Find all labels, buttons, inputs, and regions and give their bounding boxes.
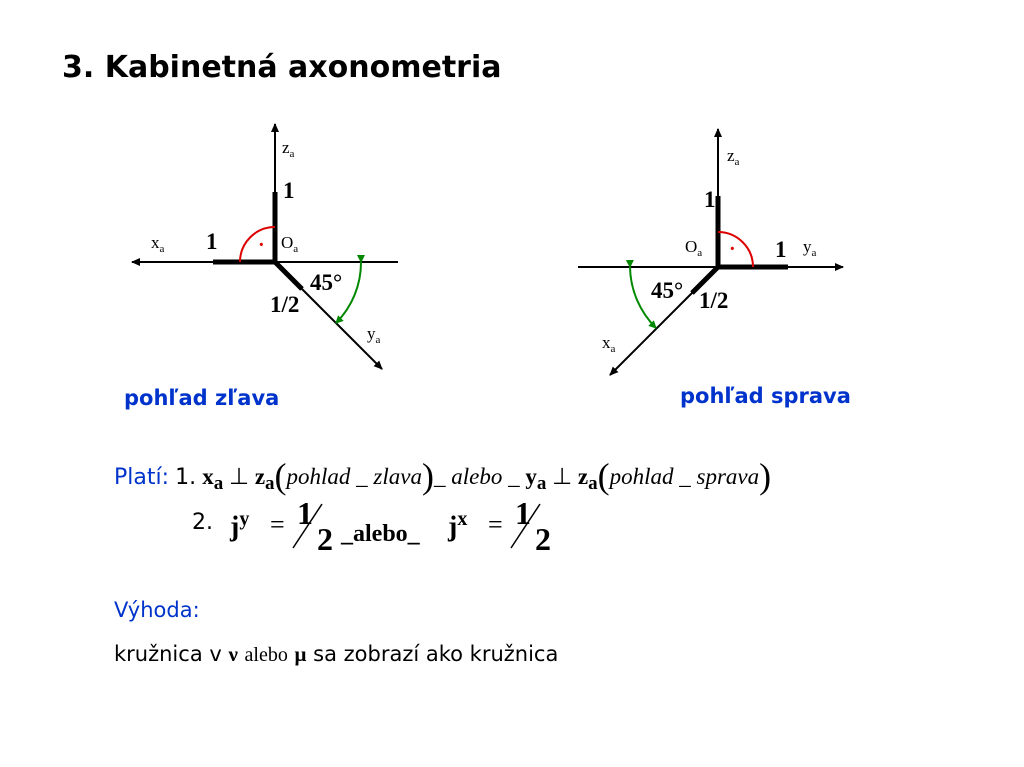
- rules-item1-number: 1.: [175, 465, 197, 490]
- left-x-label: $x_a$: [151, 233, 165, 255]
- advantage-line: kružnica v ν alebo μ sa zobrazí ako kružnica: [114, 642, 559, 666]
- left-y-label: $y_a$: [367, 324, 381, 346]
- rules-line-1: [114, 455, 771, 497]
- rules-item2-j2: $j^x$: [448, 508, 468, 543]
- rules-item2-eq2: =: [488, 510, 503, 539]
- page-title: 3. Kabinetná axonometria: [62, 50, 502, 85]
- rules-item2-mid: _alebo_: [341, 521, 420, 547]
- rules-label: Platí:: [114, 465, 170, 490]
- rules-item2-denominator-2: 2: [535, 521, 551, 557]
- right-caption: pohľad sprava: [680, 384, 851, 408]
- left-z-unit: 1: [283, 178, 295, 203]
- advantage-heading: Výhoda:: [114, 598, 200, 622]
- left-y-unit-segment: [275, 262, 302, 289]
- right-z-unit: 1: [704, 187, 716, 212]
- left-z-label: $z_a$: [282, 138, 295, 160]
- right-y-unit: 1: [775, 237, 787, 262]
- rules-item2-number: 2.: [192, 510, 213, 535]
- rules-item2-j1: $j^y$: [230, 508, 250, 543]
- left-y-unit: 1/2: [270, 292, 300, 317]
- rules-item2-numerator-1: 1: [297, 495, 313, 531]
- rules-item2-denominator-1: 2: [317, 521, 333, 557]
- right-z-label: $z_a$: [727, 146, 740, 168]
- right-origin-label: $O_a$: [685, 237, 703, 259]
- left-origin-label: $O_a$: [281, 233, 299, 255]
- right-y-label: $y_a$: [803, 237, 817, 259]
- right-right-angle-dot: ·: [729, 238, 736, 260]
- rules-item1-formula: $x_a$ ⊥ $z_a(pohlad$ _ zlava)_ alebo _ $y_a$ ⊥ $z_a(pohlad$ _ sprava): [202, 456, 772, 496]
- left-caption: pohľad zľava: [124, 386, 280, 410]
- left-angle-label: 45°: [310, 270, 343, 295]
- left-right-angle-dot: ·: [258, 234, 265, 256]
- left-x-unit: 1: [206, 229, 218, 254]
- rules-item2-numerator-2: 1: [515, 495, 531, 531]
- rules-item2-eq1: =: [270, 510, 285, 539]
- right-x-unit: 1/2: [699, 288, 729, 313]
- left-diagram-axes: [132, 124, 398, 369]
- right-angle-label: 45°: [651, 278, 684, 303]
- right-x-label: $x_a$: [602, 333, 616, 355]
